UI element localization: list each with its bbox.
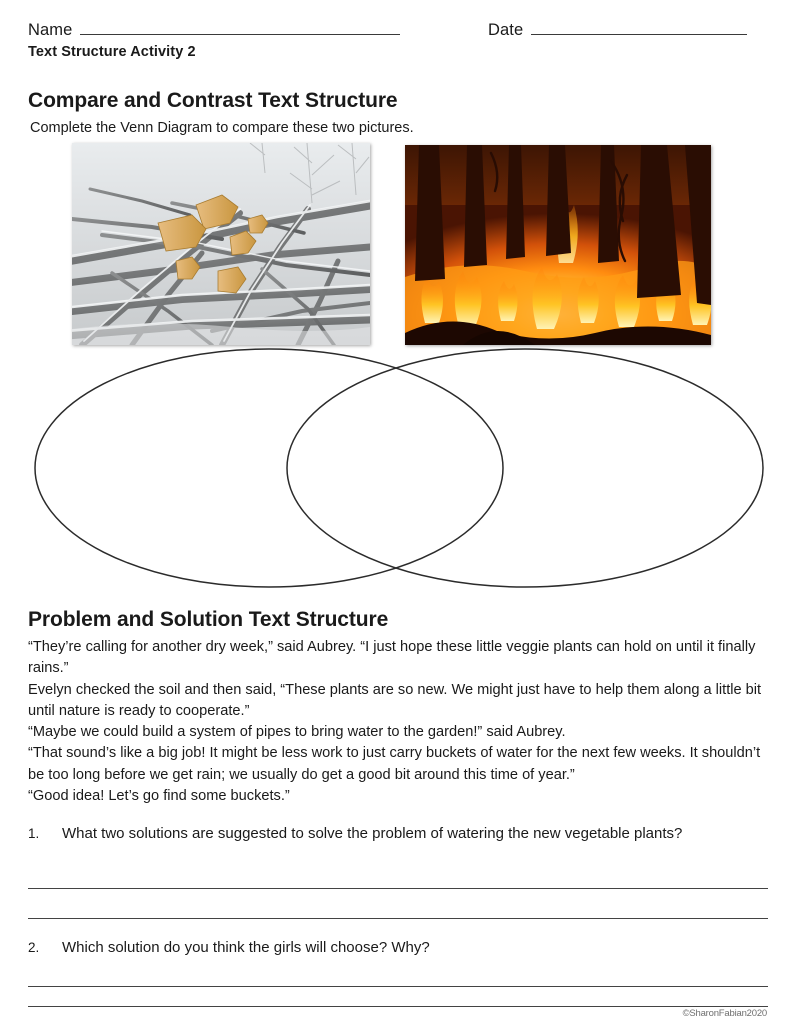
forest-fire-photo [405, 145, 711, 345]
answer-line-4[interactable] [28, 1006, 768, 1007]
answer-line-3[interactable] [28, 986, 768, 987]
name-write-line[interactable] [80, 20, 400, 35]
ice-storm-photo [72, 143, 370, 345]
story-line: “They’re calling for another dry week,” said Aubrey. “I just hope these little veggie plants can hold on until it finally rains.” [28, 639, 756, 677]
date-label: Date [488, 21, 524, 39]
answer-line-2[interactable] [28, 918, 768, 919]
story-line: “Good idea! Let’s go find some buckets.” [28, 788, 290, 805]
forest-fire-photo-artwork [405, 145, 711, 345]
date-field[interactable] [488, 20, 747, 40]
ice-storm-photo-artwork [72, 143, 370, 345]
venn-right-ellipse[interactable] [287, 349, 763, 587]
question-1-number: 1. [28, 826, 40, 841]
compare-contrast-heading: Compare and Contrast Text Structure [28, 89, 398, 113]
story-passage [28, 637, 770, 807]
question-2 [28, 937, 740, 959]
problem-solution-heading: Problem and Solution Text Structure [28, 608, 389, 632]
answer-line-1[interactable] [28, 888, 768, 889]
story-line: “That sound’s like a big job! It might be less work to just carry buckets of water for the next few weeks. It shouldn’t be too long before we get rain; we usually do get a good bit around this time of year.” [28, 745, 761, 783]
venn-left-ellipse[interactable] [35, 349, 503, 587]
date-write-line[interactable] [531, 20, 747, 35]
venn-instruction: Complete the Venn Diagram to compare these two pictures. [30, 120, 414, 136]
story-line: “Maybe we could build a system of pipes to bring water to the garden!” said Aubrey. [28, 724, 566, 741]
story-line: Evelyn checked the soil and then said, “These plants are so new. We might just have to help them along a little bit until nature is ready to cooperate.” [28, 681, 762, 719]
name-date-row [28, 20, 763, 46]
question-2-text: Which solution do you think the girls will choose? Why? [62, 939, 430, 956]
venn-diagram[interactable] [0, 340, 791, 596]
question-1-text: What two solutions are suggested to solve the problem of watering the new vegetable plants? [62, 825, 683, 842]
question-1 [28, 823, 740, 845]
question-2-number: 2. [28, 940, 40, 955]
copyright-notice: ©SharonFabian2020 [682, 1008, 767, 1019]
name-field[interactable] [28, 20, 400, 40]
name-label: Name [28, 21, 73, 39]
activity-subtitle: Text Structure Activity 2 [28, 44, 196, 60]
